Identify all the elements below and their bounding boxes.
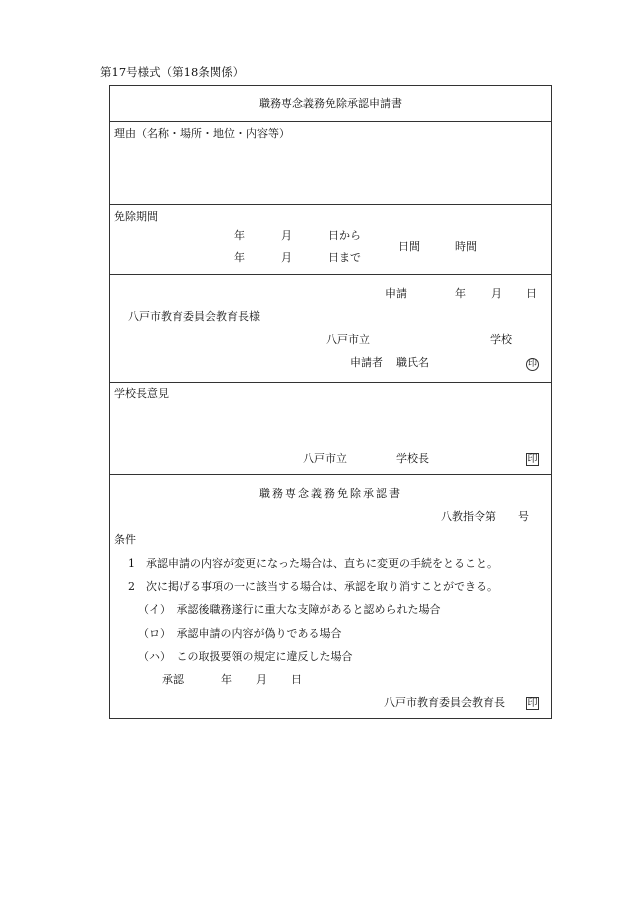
- principal-seal: [526, 452, 539, 466]
- conditions-label: 条件: [114, 533, 136, 546]
- sub-condition-ha: （ハ） この取扱要領の規定に違反した場合: [138, 650, 353, 663]
- divider: [110, 274, 551, 275]
- period-to-day: 日まで: [328, 251, 361, 264]
- approved-label: 承認: [162, 673, 184, 686]
- reason-label: 理由（名称・場所・地位・内容等）: [114, 127, 290, 140]
- form-number: 第17号様式（第18条関係）: [100, 65, 245, 79]
- issuer: 八戸市教育委員会教育長: [384, 696, 505, 709]
- application-title: 職務専念義務免除承認申請書: [259, 97, 402, 110]
- period-from-year: 年: [234, 229, 245, 242]
- period-hours: 時間: [455, 240, 477, 253]
- form-table: [109, 85, 552, 719]
- period-to-month: 月: [281, 251, 292, 264]
- period-from-month: 月: [281, 229, 292, 242]
- request-day: 日: [526, 287, 537, 300]
- sub-condition-i: （イ） 承認後職務遂行に重大な支障があると認められた場合: [138, 603, 441, 616]
- divider: [110, 382, 551, 383]
- school-suffix: 学校: [490, 333, 512, 346]
- city-school-prefix: 八戸市立: [326, 333, 370, 346]
- principal-opinion-label: 学校長意見: [114, 387, 169, 400]
- issuer-seal: [526, 696, 539, 710]
- seal-mark: 印: [527, 698, 538, 709]
- applicant-label: 申請者: [350, 356, 383, 369]
- seal-mark: 印: [527, 454, 538, 465]
- condition-2: 2 次に掲げる事項の一に該当する場合は、承認を取り消すことができる。: [128, 580, 498, 593]
- divider: [110, 474, 551, 475]
- addressee: 八戸市教育委員会教育長様: [128, 310, 260, 323]
- approval-number: 八教指令第 号: [441, 510, 529, 523]
- job-name-label: 職氏名: [396, 356, 429, 369]
- approved-month: 月: [256, 673, 267, 686]
- condition-1: 1 承認申請の内容が変更になった場合は、直ちに変更の手続をとること。: [128, 557, 498, 570]
- divider: [110, 121, 551, 122]
- divider: [110, 204, 551, 205]
- period-from-day: 日から: [328, 229, 361, 242]
- request-label: 申請: [385, 287, 407, 300]
- principal-city-school-prefix: 八戸市立: [303, 452, 347, 465]
- seal-mark: 印: [527, 359, 537, 369]
- applicant-seal: [526, 356, 539, 371]
- period-days: 日間: [398, 240, 420, 253]
- period-label: 免除期間: [114, 210, 158, 223]
- period-to-year: 年: [234, 251, 245, 264]
- sub-condition-ro: （ロ） 承認申請の内容が偽りである場合: [138, 627, 342, 640]
- approved-day: 日: [291, 673, 302, 686]
- request-month: 月: [491, 287, 502, 300]
- approval-title: 職務専念義務免除承認書: [259, 487, 402, 500]
- principal-label: 学校長: [396, 452, 429, 465]
- request-year: 年: [455, 287, 466, 300]
- approved-year: 年: [221, 673, 232, 686]
